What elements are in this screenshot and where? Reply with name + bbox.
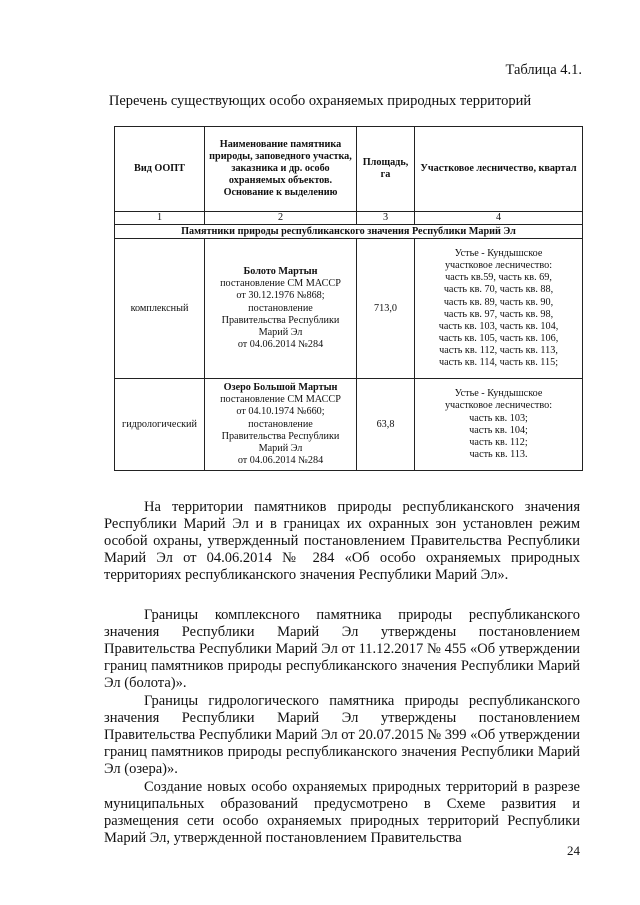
header-type: Вид ООПТ [115,127,205,212]
header-forestry: Участковое лесничество, квартал [415,127,583,212]
oopt-name-cell [205,239,357,379]
column-number: 1 [115,212,205,225]
oopt-table [114,126,583,471]
basis-line: Правительства Республики [221,430,340,442]
forestry-line: часть кв. 70, часть кв. 88, [443,284,554,296]
forestry-line: участковое лесничество: [444,260,553,272]
column-number: 4 [415,212,583,225]
forestry-line: часть кв. 103, часть кв. 104, [438,320,559,332]
forestry-cell [415,379,583,471]
table-row [115,239,583,379]
forestry-line: участковое лесничество: [444,400,553,412]
oopt-name: Озеро Большой Мартын [223,382,338,394]
forestry-line: часть кв.59, часть кв. 69, [445,272,552,284]
basis-line: от 30.12.1976 №868; [236,290,325,302]
basis-line: постановление [248,418,313,430]
forestry-line: часть кв. 112; [469,436,528,448]
basis-line: от 04.06.2014 №284 [237,338,324,350]
column-number: 3 [357,212,415,225]
forestry-line: часть кв. 89, часть кв. 90, [443,296,554,308]
paragraph: Создание новых особо охраняемых природных территорий в разрезе муниципальных образований предусмотрено в Схеме развития и размещения сети особо охраняемых природных территорий Республики Марий Эл, утвержденной постановлением Правительства [104,778,580,847]
forestry-cell [415,239,583,379]
forestry-line: часть кв. 114, часть кв. 115; [438,356,559,368]
forestry-line: часть кв. 112, часть кв. 113, [439,344,558,356]
oopt-name: Болото Мартын [243,266,318,278]
forestry-line: часть кв. 104; [469,424,528,436]
basis-line: от 04.06.2014 №284 [237,454,324,466]
paragraph: Границы комплексного памятника природы республиканского значения Республики Марий Эл утверждены постановлением Правительства Республики Марий Эл от 11.12.2017 № 455 «Об утверждении границ памятников природы республиканского значения Республики Марий Эл (болота)». [104,606,580,692]
forestry-line: Устье - Кундышское [454,388,543,400]
table-row [115,379,583,471]
oopt-type: комплексный [115,239,205,379]
basis-line: Марий Эл [258,442,303,454]
oopt-type: гидрологический [115,379,205,471]
forestry-line: часть кв. 105, часть кв. 106, [438,332,559,344]
forestry-line: часть кв. 103; [469,412,528,424]
oopt-name-cell [205,379,357,471]
forestry-line: часть кв. 97, часть кв. 98, [443,308,554,320]
oopt-area: 713,0 [357,239,415,379]
basis-line: Правительства Республики [221,314,340,326]
basis-line: постановление СМ МАССР [220,394,341,406]
basis-line: постановление [248,302,313,314]
paragraph: Границы гидрологического памятника природы республиканского значения Республики Марий Эл утверждены постановлением Правительства Республики Марий Эл от 20.07.2015 № 399 «Об утверждении границ памятников природы республиканского значения Республики Марий Эл (озера)». [104,692,580,778]
table-header-row [115,127,583,212]
page-number: 24 [567,843,580,858]
forestry-line: Устье - Кундышское [454,248,543,260]
column-number: 2 [205,212,357,225]
table-caption: Таблица 4.1. [505,62,582,78]
basis-line: от 04.10.1974 №660; [236,406,325,418]
oopt-area: 63,8 [357,379,415,471]
column-numbers-row [115,212,583,225]
basis-line: Марий Эл [258,326,303,338]
header-name: Наименование памятника природы, заповедного участка, заказника и др. особо охраняемых объектов. Основание к выделению [205,127,357,212]
forestry-line: часть кв. 113. [469,448,528,460]
section-title: Памятники природы республиканского значения Республики Марий Эл [115,225,583,239]
basis-line: постановление СМ МАССР [220,278,341,290]
header-area: Площадь, га [357,127,415,212]
table-title: Перечень существующих особо охраняемых природных территорий [108,93,532,109]
section-row [115,225,583,239]
paragraph: На территории памятников природы республиканского значения Республики Марий Эл и в границах их охранных зон установлен режим особой охраны, утвержденный постановлением Правительства Республики Марий Эл от 04.06.2014 № 284 «Об особо охраняемых природных территориях республиканского значения Республики Марий Эл». [104,498,580,584]
